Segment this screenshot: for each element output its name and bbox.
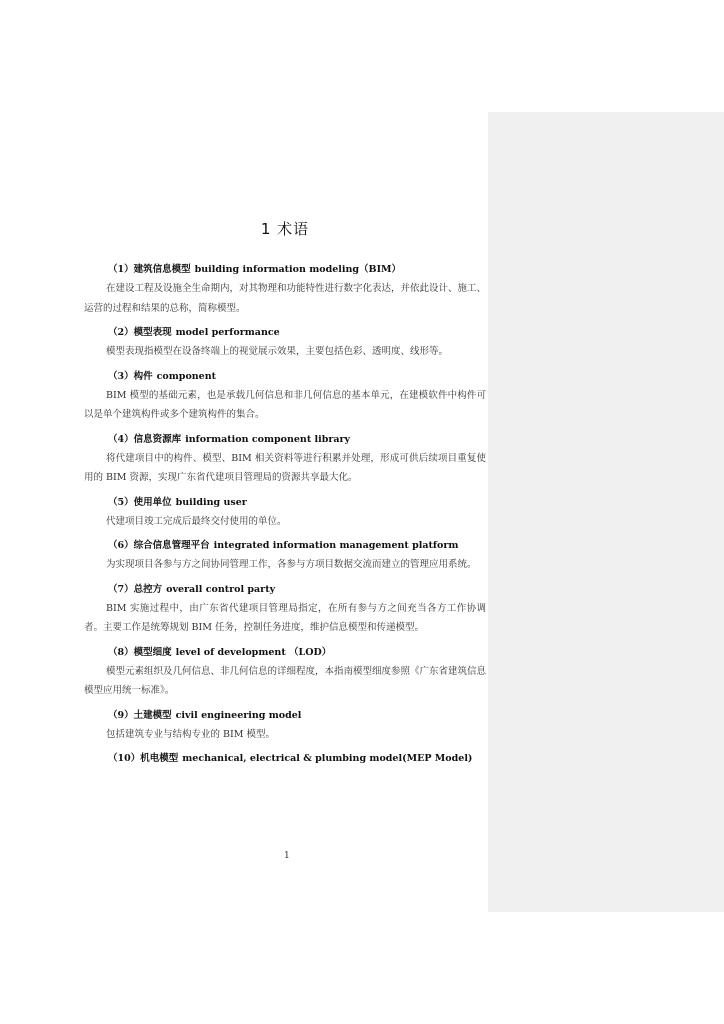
term-heading: （9）土建模型 civil engineering model — [108, 709, 302, 721]
term-definition: BIM 模型的基础元素，也是承载几何信息和非几何信息的基本单元，在建模软件中构件可以是单个建筑构件或多个建筑构件的集合。 — [84, 389, 486, 420]
term-heading: （6）综合信息管理平台 integrated information management platform — [108, 540, 459, 551]
term-entry — [84, 324, 486, 362]
chapter-title: 1 术语 — [260, 220, 310, 238]
term-heading: （4）信息资源库 information component library — [108, 433, 351, 445]
term-entry — [84, 750, 486, 768]
term-definition: BIM 实施过程中，由广东省代建项目管理局指定，在所有参与方之间充当各方工作协调者。主要工作是统筹规划 BIM 任务，控制任务进度，维护信息模型和传递模型。 — [84, 602, 486, 633]
term-definition: 模型表现指模型在设备终端上的视觉展示效果，主要包括色彩、透明度、线形等。 — [106, 346, 449, 357]
term-definition: 在建设工程及设施全生命期内，对其物理和功能特性进行数字化表达，并依此设计、施工、运营的过程和结果的总称，简称模型。 — [84, 283, 487, 314]
term-entry — [84, 494, 486, 532]
term-heading: （8）模型细度 level of development （LOD） — [108, 646, 332, 658]
term-entry — [84, 368, 486, 425]
term-definition: 模型元素组织及几何信息、非几何信息的详细程度，本指南模型细度参照《广东省建筑信息模型应用统一标准》。 — [84, 665, 487, 696]
term-entry — [84, 431, 486, 488]
term-definition: 为实现项目各参与方之间协同管理工作，各参与方项目数据交流而建立的管理应用系统。 — [106, 559, 477, 570]
term-entry — [84, 581, 486, 638]
term-heading: （7）总控方 overall control party — [108, 583, 276, 595]
term-entry — [84, 707, 486, 745]
term-heading: （10）机电模型 mechanical, electrical & plumbing model(MEP Model) — [108, 753, 473, 764]
term-heading: （5）使用单位 building user — [108, 496, 247, 508]
term-heading: （2）模型表现 model performance — [108, 327, 280, 338]
term-entry — [84, 644, 486, 701]
term-entry — [84, 261, 486, 318]
page-number: 1 — [284, 851, 290, 861]
term-definition: 代建项目竣工完成后最终交付使用的单位。 — [106, 515, 287, 527]
term-definition: 将代建项目中的构件、模型、BIM 相关资料等进行积累并处理，形成可供后续项目重复使用的 BIM 资源，实现广东省代建项目管理局的资源共享最大化。 — [84, 452, 486, 483]
document-page — [84, 210, 486, 774]
term-heading: （3）构件 component — [108, 370, 217, 382]
term-entry — [84, 537, 486, 575]
comment-pane — [488, 112, 724, 912]
term-definition: 包括建筑专业与结构专业的 BIM 模型。 — [106, 728, 276, 740]
term-heading: （1）建筑信息模型 building information modeling（BIM） — [108, 264, 402, 275]
